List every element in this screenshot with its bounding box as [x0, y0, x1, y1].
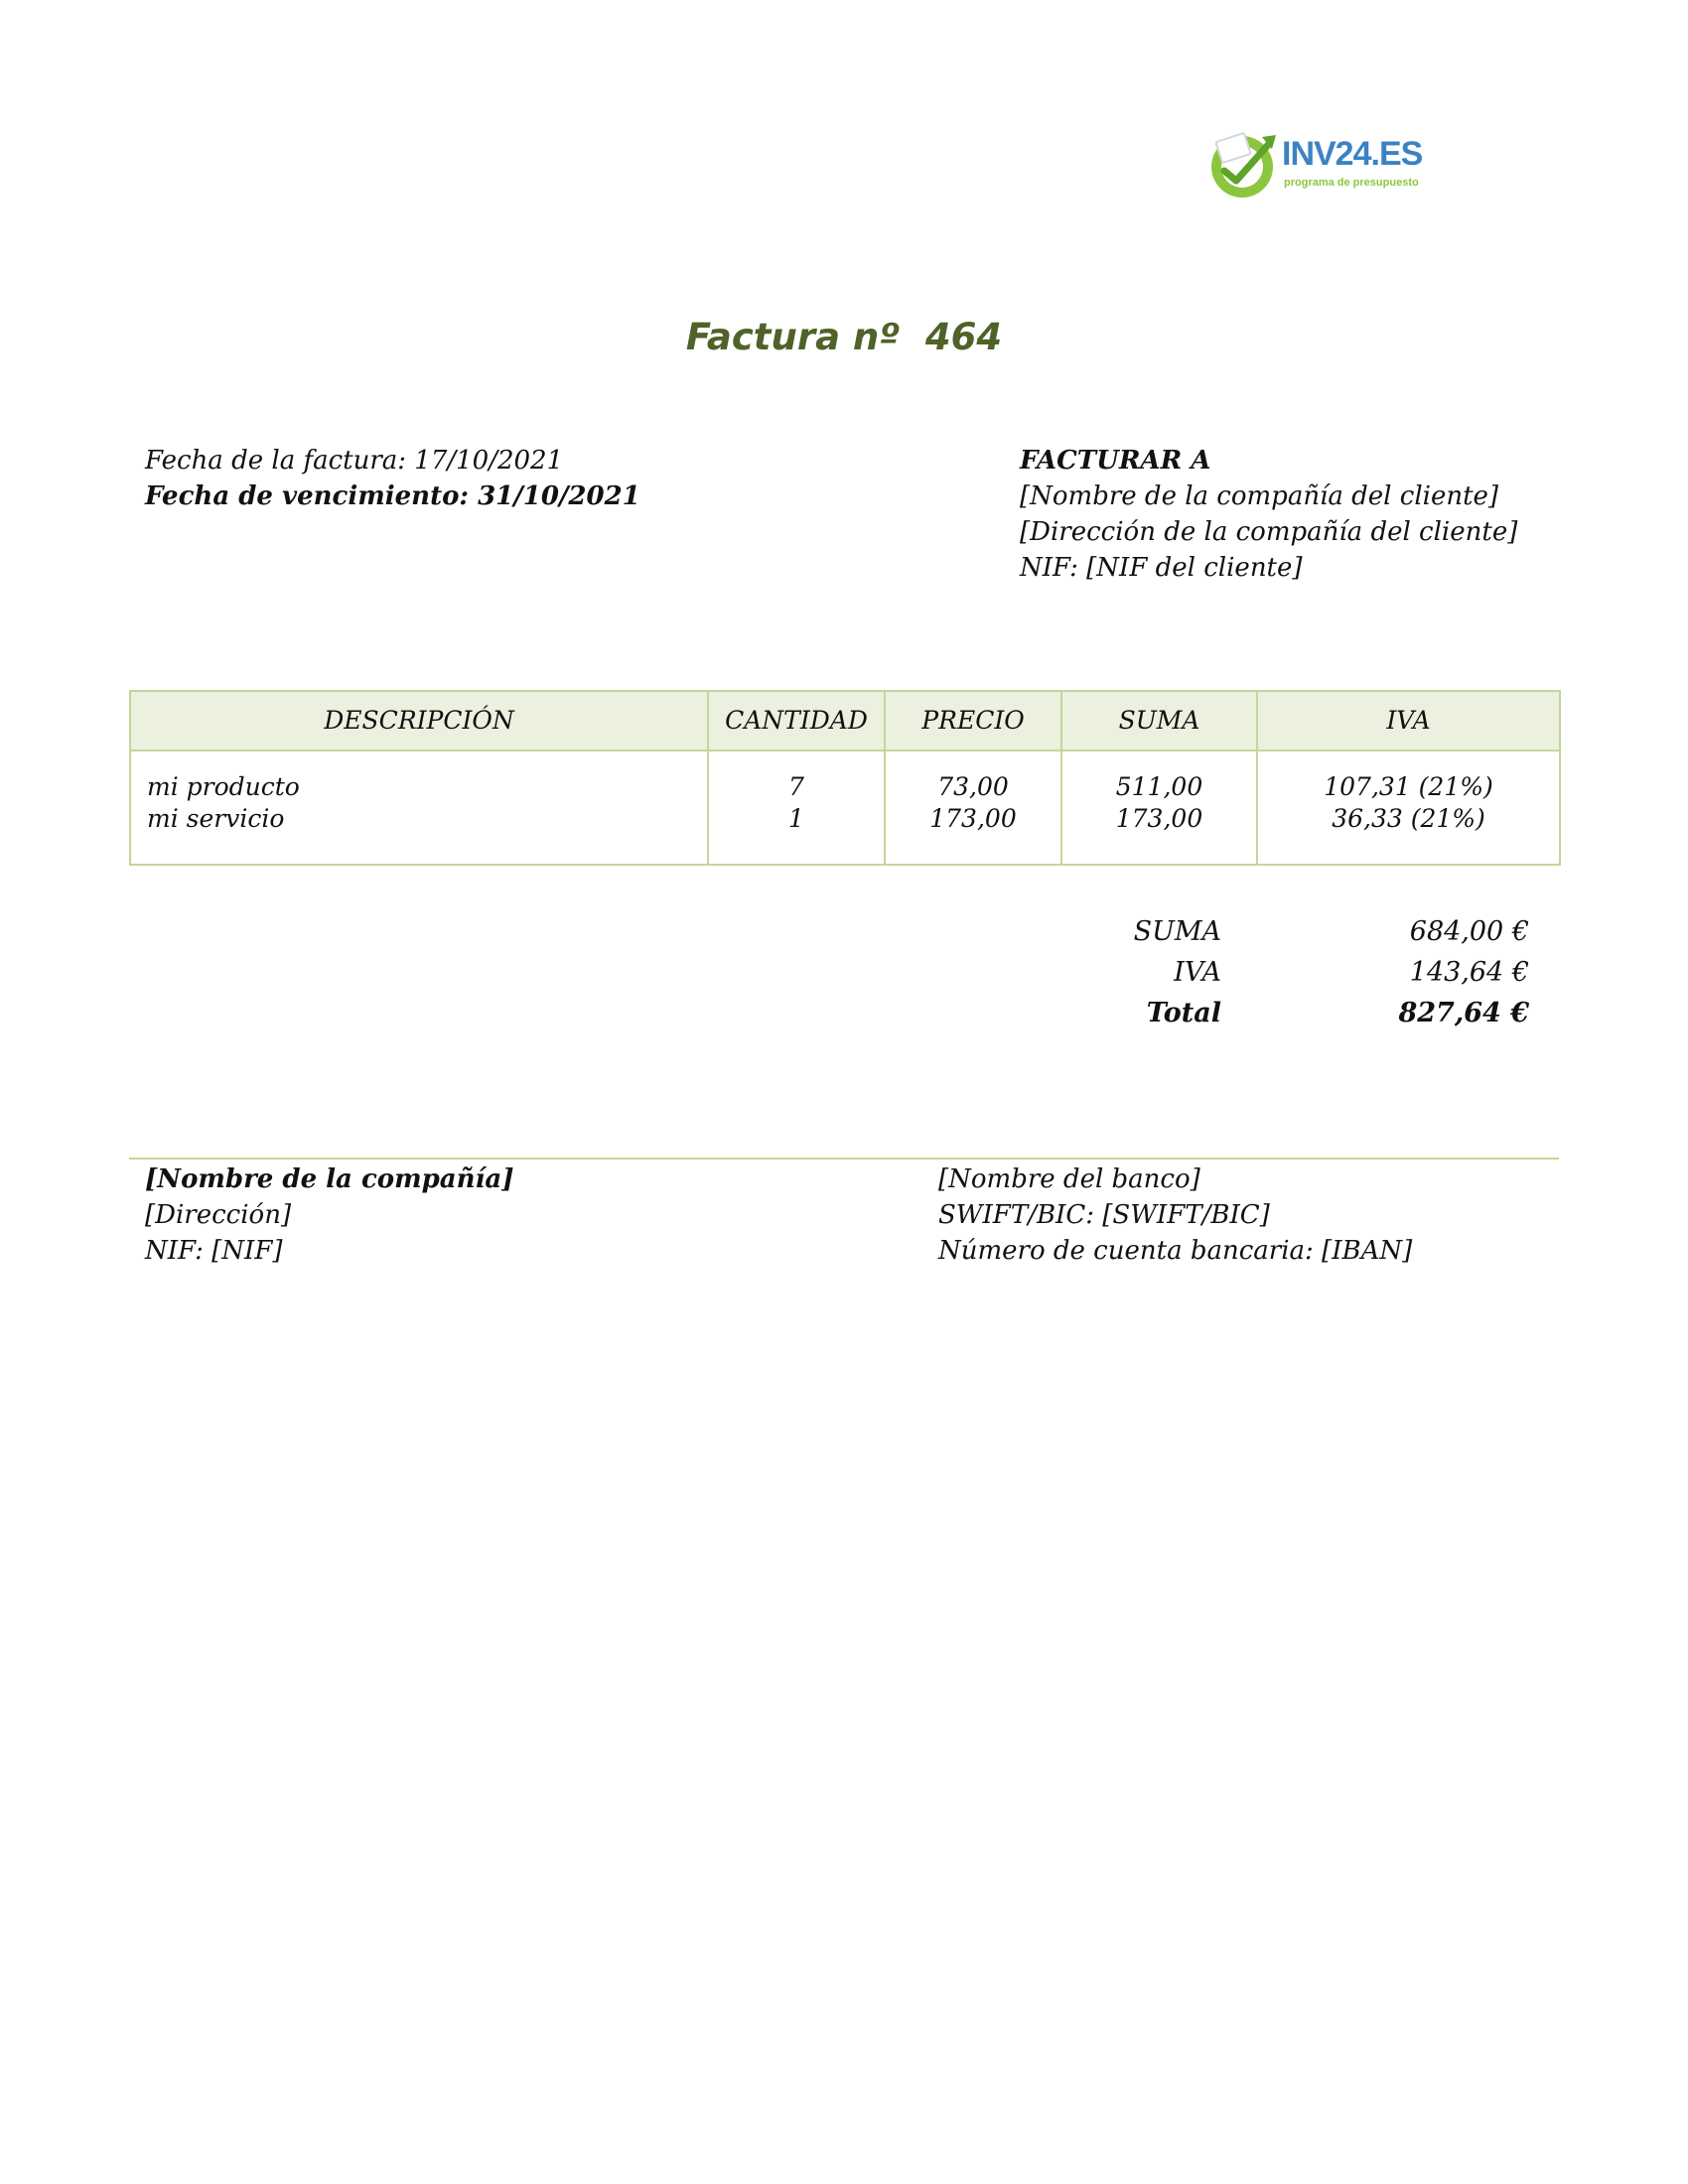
total-label: Total	[1146, 998, 1221, 1028]
item-description: mi producto	[147, 772, 300, 801]
company-info	[145, 1161, 514, 1269]
column-header-price: PRECIO	[885, 691, 1061, 751]
item-sum: 173,00	[1115, 804, 1203, 833]
bank-info	[938, 1161, 1412, 1269]
company-nif: NIF: [NIF]	[145, 1236, 283, 1266]
client-name: [Nombre de la compañía del cliente]	[1020, 481, 1499, 511]
item-quantity: 1	[788, 804, 804, 833]
client-address: [Dirección de la compañía del cliente]	[1020, 517, 1518, 547]
iva-cell	[1257, 751, 1560, 865]
price-cell	[885, 751, 1061, 865]
invoice-date: Fecha de la factura: 17/10/2021	[145, 446, 564, 476]
bank-swift: SWIFT/BIC: [SWIFT/BIC]	[938, 1200, 1270, 1230]
column-header-iva: IVA	[1257, 691, 1560, 751]
item-description: mi servicio	[147, 804, 285, 833]
description-cell	[130, 751, 708, 865]
column-header-quantity: CANTIDAD	[708, 691, 885, 751]
item-quantity: 7	[788, 772, 804, 801]
iva-label: IVA	[1174, 957, 1221, 988]
subtotal-value: 684,00 €	[1409, 916, 1529, 947]
logo-brand-text: INV24.ES	[1282, 135, 1423, 173]
item-iva: 36,33 (21%)	[1332, 804, 1485, 833]
items-table	[129, 690, 1561, 866]
subtotal-label: SUMA	[1133, 916, 1221, 947]
due-date: Fecha de vencimiento: 31/10/2021	[145, 481, 640, 511]
totals-block	[1092, 911, 1529, 1033]
bank-name: [Nombre del banco]	[938, 1164, 1200, 1194]
item-price: 173,00	[929, 804, 1017, 833]
invoice-title: Factura nº 464	[685, 316, 1003, 358]
company-address: [Dirección]	[145, 1200, 292, 1230]
sum-cell	[1061, 751, 1257, 865]
company-name: [Nombre de la compañía]	[145, 1164, 514, 1194]
bank-iban: Número de cuenta bancaria: [IBAN]	[938, 1236, 1413, 1266]
column-header-description: DESCRIPCIÓN	[130, 691, 708, 751]
table-header-row	[130, 691, 1560, 751]
bill-to-heading: FACTURAR A	[1020, 446, 1211, 476]
subtotal-row	[1092, 911, 1529, 952]
table-body-row	[130, 751, 1560, 865]
item-iva: 107,31 (21%)	[1324, 772, 1493, 801]
iva-value: 143,64 €	[1409, 957, 1529, 988]
invoice-dates	[145, 443, 640, 514]
item-sum: 511,00	[1115, 772, 1203, 801]
client-nif: NIF: [NIF del cliente]	[1020, 553, 1303, 583]
bill-to-block	[1020, 443, 1517, 586]
column-header-sum: SUMA	[1061, 691, 1257, 751]
quantity-cell	[708, 751, 885, 865]
logo-check-icon	[1206, 127, 1282, 203]
item-price: 73,00	[937, 772, 1009, 801]
iva-row	[1092, 952, 1529, 993]
logo-tagline: programa de presupuesto	[1284, 177, 1419, 189]
company-logo	[1206, 127, 1425, 206]
total-value: 827,64 €	[1398, 998, 1529, 1028]
footer-divider	[129, 1158, 1559, 1160]
total-row	[1092, 993, 1529, 1033]
